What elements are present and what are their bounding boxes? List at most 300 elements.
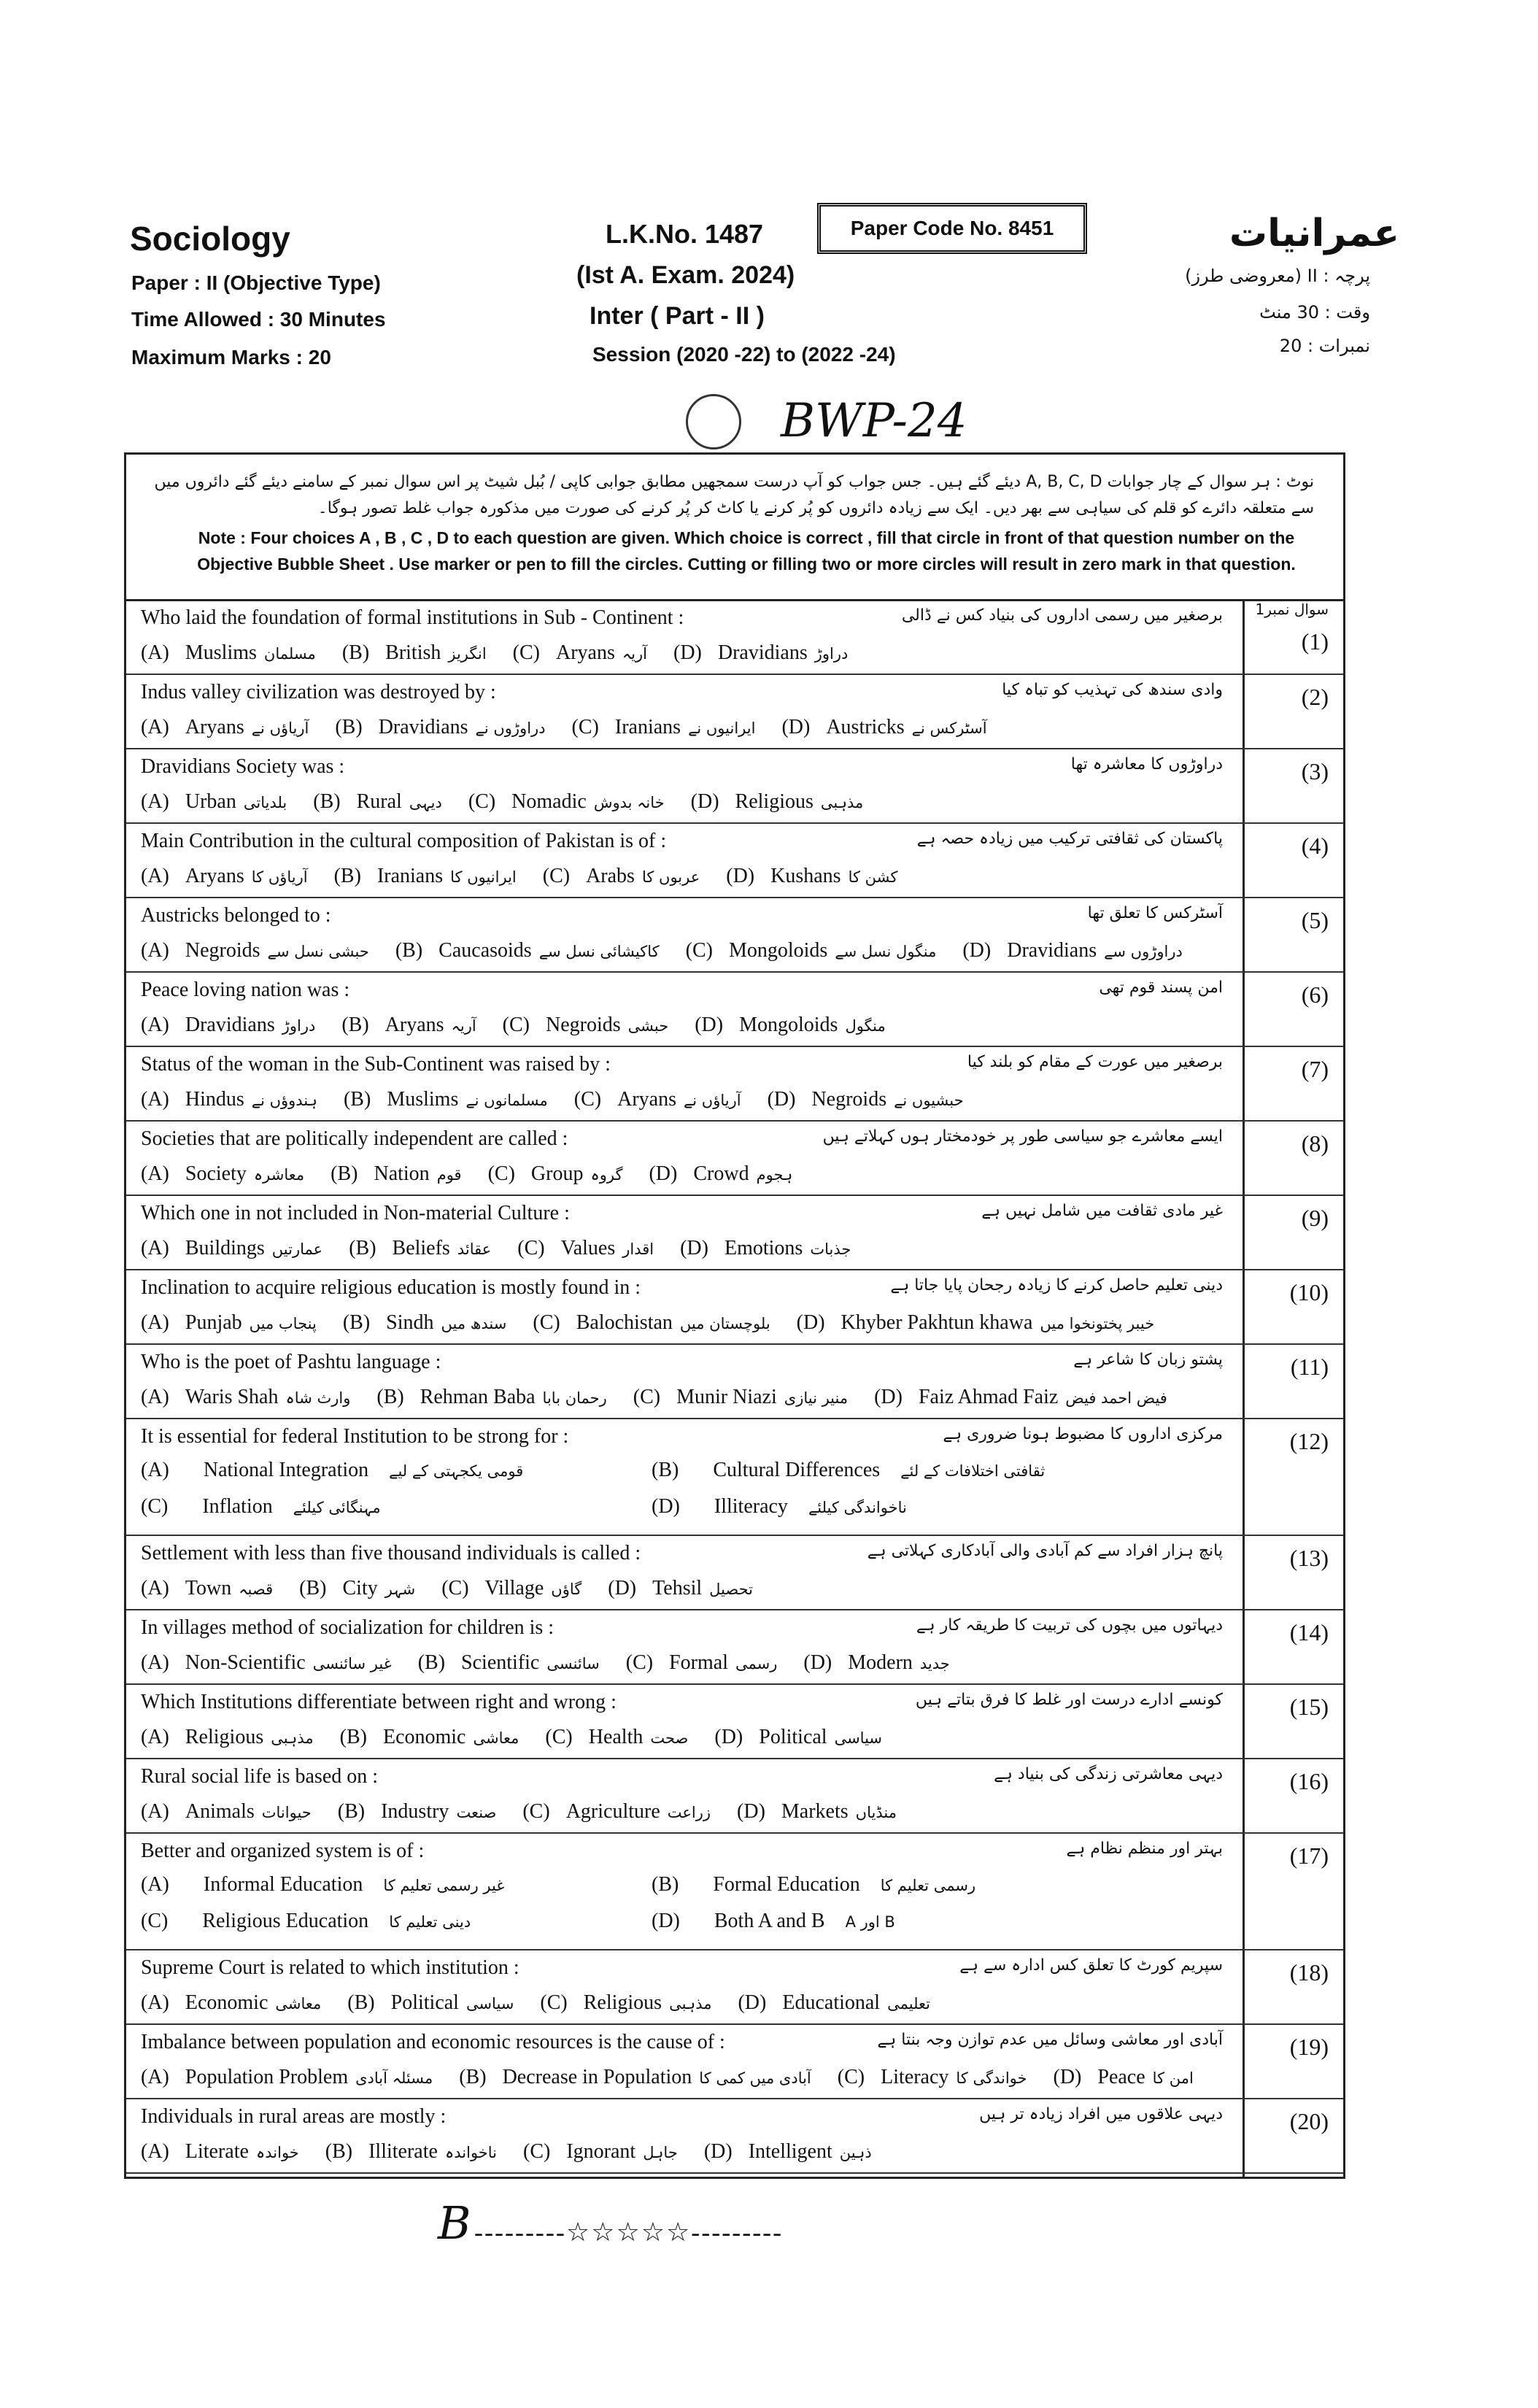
question-text-urdu: پانچ ہزار افراد سے کم آبادی والی آبادکاری کہلاتی ہے bbox=[867, 1542, 1223, 1560]
option bbox=[714, 1726, 908, 1748]
option-text-urdu: اقدار bbox=[622, 1240, 654, 1258]
option-text-urdu: کاکیشائی نسل سے bbox=[538, 943, 660, 960]
option bbox=[797, 1311, 1181, 1334]
option-letter: (D) bbox=[695, 1014, 724, 1036]
option-letter: (D) bbox=[767, 1088, 796, 1111]
option-letter: (D) bbox=[803, 1651, 832, 1674]
option-text-urdu: عقائد bbox=[457, 1240, 492, 1258]
option-text: Religious bbox=[185, 1726, 264, 1748]
option-text: Religious bbox=[583, 1991, 662, 2014]
option-text-urdu: عربوں کا bbox=[641, 868, 700, 886]
option bbox=[418, 1651, 626, 1674]
option-text-urdu: ناخواندہ bbox=[444, 2144, 498, 2161]
option-text-urdu: رحمان بابا bbox=[542, 1389, 607, 1407]
option-text-urdu: گروہ bbox=[590, 1166, 623, 1184]
option-text-urdu: آریہ bbox=[451, 1017, 476, 1035]
option-letter: (C) bbox=[633, 1386, 661, 1408]
question-number: (17) bbox=[1289, 1842, 1329, 1869]
option-text-urdu: قومی یکجہتی کے لیے bbox=[389, 1462, 524, 1480]
question-number: (19) bbox=[1289, 2034, 1329, 2060]
marks-label-urdu: نمبرات : 20 bbox=[1279, 336, 1370, 356]
option-text-urdu: پنجاب میں bbox=[249, 1315, 317, 1332]
question-row bbox=[126, 2023, 1343, 2099]
option-letter: (C) bbox=[512, 641, 540, 664]
option bbox=[838, 2066, 1054, 2088]
option-text: Faiz Ahmad Faiz bbox=[918, 1386, 1059, 1408]
paper-code: Paper Code No. 8451 bbox=[850, 217, 1054, 239]
option bbox=[141, 1800, 338, 1823]
option-letter: (A) bbox=[141, 1577, 169, 1599]
question-text: It is essential for federal Institution to be strong for : bbox=[141, 1425, 569, 1448]
option-letter: (A) bbox=[141, 1386, 169, 1408]
question-row bbox=[126, 1195, 1343, 1270]
options-line bbox=[141, 1726, 908, 1749]
option bbox=[141, 1088, 344, 1111]
option-text-urdu: ایرانیوں نے bbox=[688, 719, 756, 737]
options-line bbox=[141, 1386, 1194, 1409]
question-text: Austricks belonged to : bbox=[141, 904, 331, 927]
option-text: Nation bbox=[374, 1162, 430, 1185]
option bbox=[342, 641, 513, 664]
option-text: Caucasoids bbox=[438, 939, 532, 962]
option-text-urdu: ایرانیوں کا bbox=[450, 868, 517, 886]
option-text: Negroids bbox=[185, 939, 260, 962]
option-text: Political bbox=[759, 1726, 827, 1748]
option-letter: (B) bbox=[333, 865, 361, 887]
option-text-urdu: منگول bbox=[845, 1017, 886, 1035]
option-text-urdu: خیبر پختونخوا میں bbox=[1040, 1315, 1155, 1332]
option bbox=[349, 1237, 517, 1259]
subject-title: Sociology bbox=[130, 220, 290, 258]
option-text-urdu: سیاسی bbox=[834, 1729, 883, 1747]
option bbox=[781, 716, 1013, 738]
option-text: Dravidians bbox=[378, 716, 468, 738]
option-text: Inflation bbox=[202, 1495, 273, 1518]
option bbox=[513, 641, 673, 664]
option-text-urdu: حبشی bbox=[627, 1017, 669, 1035]
option-text-urdu: آریہ bbox=[622, 645, 647, 663]
option-text: Punjab bbox=[185, 1311, 242, 1334]
option-letter: (A) bbox=[141, 2066, 169, 2088]
option-text-urdu: معاشی bbox=[275, 1995, 322, 2013]
option bbox=[626, 1651, 804, 1674]
option bbox=[331, 1162, 487, 1185]
option-letter: (B) bbox=[339, 1726, 367, 1748]
option-letter: (B) bbox=[347, 1991, 375, 2014]
option-letter: (D) bbox=[738, 1991, 767, 2014]
options-line bbox=[141, 641, 874, 665]
option bbox=[141, 716, 335, 738]
option bbox=[874, 1386, 1194, 1408]
question-text-urdu: مرکزی اداروں کا مضبوط ہونا ضروری ہے bbox=[943, 1425, 1223, 1443]
option bbox=[649, 1162, 819, 1185]
option-text: Aryans bbox=[185, 865, 244, 887]
question-text-urdu: آبادی اور معاشی وسائل میں عدم توازن وجہ بنتا ہے bbox=[877, 2031, 1223, 2049]
signature: B bbox=[438, 2196, 471, 2250]
option-letter: (B) bbox=[337, 1800, 366, 1823]
option bbox=[141, 641, 342, 664]
option-text-urdu: مذہبی bbox=[271, 1729, 314, 1747]
option-text: Crowd bbox=[693, 1162, 749, 1185]
option bbox=[141, 1311, 343, 1334]
question-number: (8) bbox=[1301, 1130, 1329, 1157]
option bbox=[726, 865, 924, 887]
question-text-urdu: سپریم کورٹ کا تعلق کس ادارہ سے ہے bbox=[959, 1956, 1223, 1975]
question-number: (3) bbox=[1301, 758, 1329, 784]
question-text-urdu: دینی تعلیم حاصل کرنے کا زیادہ رجحان پایا جاتا ہے bbox=[890, 1276, 1223, 1294]
option-letter: (D) bbox=[680, 1237, 708, 1259]
option-letter: (A) bbox=[141, 641, 169, 664]
option-letter: (C) bbox=[517, 1237, 545, 1259]
question-number: (18) bbox=[1289, 1959, 1329, 1986]
question-text: Which Institutions differentiate between right and wrong : bbox=[141, 1691, 617, 1713]
option-letter: (C) bbox=[468, 790, 496, 813]
question-text: Supreme Court is related to which institution : bbox=[141, 1956, 519, 1979]
option-letter: (A) bbox=[141, 790, 169, 813]
question-row bbox=[126, 1683, 1343, 1759]
option-text: Values bbox=[560, 1237, 616, 1259]
option-letter: (C) bbox=[625, 1651, 654, 1674]
option-letter: (C) bbox=[487, 1162, 515, 1185]
option-text: Negroids bbox=[811, 1088, 887, 1111]
option-letter: (B) bbox=[349, 1237, 376, 1259]
option-letter: (B) bbox=[395, 939, 423, 962]
option bbox=[141, 939, 395, 962]
option-letter: (C) bbox=[502, 1014, 530, 1036]
option-text-urdu: جذبات bbox=[810, 1240, 851, 1258]
option-text: Dravidians bbox=[717, 641, 808, 664]
option-text: Non-Scientific bbox=[185, 1651, 306, 1674]
option bbox=[141, 2066, 459, 2088]
option-text: Emotions bbox=[724, 1237, 803, 1259]
option-text: Sindh bbox=[386, 1311, 434, 1334]
option-text: Austricks bbox=[826, 716, 905, 738]
option-text-urdu: مہنگائی کیلئے bbox=[293, 1499, 381, 1516]
option-text: Educational bbox=[782, 1991, 881, 2014]
question-row bbox=[126, 1418, 1343, 1536]
option-text: National Integration bbox=[203, 1459, 369, 1481]
question-number: (6) bbox=[1301, 981, 1329, 1008]
question-text-urdu: آسٹرکس کا تعلق تھا bbox=[1087, 904, 1223, 922]
question-text: Who laid the foundation of formal institutions in Sub - Continent : bbox=[141, 606, 684, 629]
option-text: Arabs bbox=[586, 865, 635, 887]
option-letter: (D) bbox=[874, 1386, 903, 1408]
option-letter: (A) bbox=[141, 1991, 169, 2014]
option bbox=[533, 1311, 796, 1334]
option-letter: (A) bbox=[141, 1459, 174, 1481]
question-text-urdu: ایسے معاشرے جو سیاسی طور پر خودمختار ہوں کہلاتے ہیں bbox=[822, 1127, 1223, 1146]
question-frame bbox=[124, 452, 1345, 2179]
option-text: Village bbox=[484, 1577, 544, 1599]
paper-label: Paper : II (Objective Type) bbox=[131, 271, 381, 294]
option-text-urdu: سیاسی bbox=[465, 1995, 514, 2013]
option-text-urdu: مذہبی bbox=[669, 1995, 712, 2013]
option bbox=[141, 790, 313, 813]
option-text-urdu: وارث شاہ bbox=[285, 1389, 351, 1407]
question-text: Main Contribution in the cultural composition of Pakistan is of : bbox=[141, 830, 667, 852]
option-text: Kushans bbox=[770, 865, 841, 887]
option-text: Formal bbox=[669, 1651, 728, 1674]
option-text: Religious bbox=[735, 790, 814, 813]
question-row bbox=[126, 1046, 1343, 1122]
option-text-urdu: خانہ بدوش bbox=[593, 794, 665, 811]
option-letter: (D) bbox=[781, 716, 811, 738]
option-text: Decrease in Population bbox=[502, 2066, 692, 2088]
option-text-urdu: دیہی bbox=[409, 794, 442, 811]
option-letter: (C) bbox=[685, 939, 713, 962]
options-line bbox=[141, 790, 889, 814]
option bbox=[608, 1577, 779, 1599]
option-text: Illiterate bbox=[368, 2140, 438, 2163]
option-text: Health bbox=[588, 1726, 644, 1748]
option-letter: (C) bbox=[837, 2066, 865, 2088]
question-number: (15) bbox=[1289, 1694, 1329, 1720]
option-text-urdu: مسلمانوں نے bbox=[465, 1092, 548, 1109]
option-text: Balochistan bbox=[576, 1311, 673, 1334]
option-text-urdu: عمارتیں bbox=[271, 1240, 323, 1258]
question-number: (7) bbox=[1301, 1056, 1329, 1082]
option-text: Ignorant bbox=[566, 2140, 636, 2163]
option-text-urdu: غیر سائنسی bbox=[312, 1655, 392, 1672]
question-number: (5) bbox=[1301, 907, 1329, 933]
option bbox=[962, 939, 1208, 962]
option-letter: (B) bbox=[376, 1386, 404, 1408]
question-text: Which one in not included in Non-material Culture : bbox=[141, 1202, 570, 1224]
option bbox=[488, 1162, 649, 1185]
option-text: Economic bbox=[185, 1991, 268, 2014]
option-text-urdu: دراوڑوں سے bbox=[1104, 943, 1183, 960]
option-letter: (D) bbox=[652, 1910, 685, 1932]
option-text: Iranians bbox=[376, 865, 444, 887]
option-text-urdu: مسئلہ آبادی bbox=[355, 2069, 433, 2087]
option-text-urdu: مذہبی bbox=[820, 794, 864, 811]
option-text: Modern bbox=[848, 1651, 913, 1674]
option-letter: (D) bbox=[962, 939, 992, 962]
option-text-urdu: امن کا bbox=[1152, 2069, 1194, 2087]
option-letter: (B) bbox=[325, 2140, 353, 2163]
option-text-urdu: دینی تعلیم کا bbox=[389, 1913, 471, 1931]
option-text: Industry bbox=[381, 1800, 449, 1823]
option-letter: (C) bbox=[141, 1910, 174, 1932]
option-letter: (D) bbox=[608, 1577, 637, 1599]
option-letter: (D) bbox=[703, 2140, 733, 2163]
question-row bbox=[126, 1269, 1343, 1345]
option bbox=[503, 1014, 695, 1036]
option-text-urdu: A اور B bbox=[845, 1913, 895, 1931]
question-text-urdu: برصغیر میں رسمی اداروں کی بنیاد کس نے ڈالی bbox=[901, 606, 1223, 625]
options-line bbox=[141, 1237, 877, 1260]
option bbox=[141, 1991, 347, 2014]
option bbox=[768, 1088, 990, 1111]
option-text: Town bbox=[185, 1577, 232, 1599]
option-text-urdu: ہندوؤں نے bbox=[251, 1092, 317, 1109]
option bbox=[523, 2140, 704, 2163]
option bbox=[141, 1495, 381, 1518]
option bbox=[543, 865, 727, 887]
options-line bbox=[141, 1991, 957, 2015]
option-text: Aryans bbox=[384, 1014, 444, 1036]
subject-title-urdu: عمرانیات bbox=[1229, 212, 1399, 255]
option bbox=[540, 1991, 738, 2014]
option-text: Aryans bbox=[185, 716, 244, 738]
option bbox=[313, 790, 468, 813]
option-text: Agriculture bbox=[565, 1800, 660, 1823]
option-text-urdu: سائنسی bbox=[546, 1655, 600, 1672]
option bbox=[338, 1800, 523, 1823]
option-text-urdu: ثقافتی اختلافات کے لئے bbox=[900, 1462, 1046, 1480]
option-text-urdu: صحت bbox=[650, 1729, 689, 1747]
question-text-urdu: غیر مادی ثقافت میں شامل نہیں ہے bbox=[981, 1202, 1223, 1220]
option-letter: (D) bbox=[673, 641, 702, 664]
question-text: Dravidians Society was : bbox=[141, 755, 345, 778]
question-row bbox=[126, 1120, 1343, 1196]
option-text: Munir Niazi bbox=[676, 1386, 777, 1408]
option-text: Hindus bbox=[185, 1088, 244, 1111]
option bbox=[344, 1088, 574, 1111]
options-grid bbox=[141, 1873, 1221, 1946]
question-number: (10) bbox=[1289, 1279, 1329, 1305]
option bbox=[141, 1014, 341, 1036]
question-number: (1) bbox=[1301, 628, 1329, 655]
option-text: Urban bbox=[185, 790, 236, 813]
options-line bbox=[141, 2140, 898, 2164]
question-text-urdu: دراوڑوں کا معاشرہ تھا bbox=[1070, 755, 1223, 773]
option-text: Intelligent bbox=[748, 2140, 832, 2163]
option-letter: (D) bbox=[796, 1311, 825, 1334]
option-letter: (D) bbox=[714, 1726, 743, 1748]
options-line bbox=[141, 1651, 976, 1675]
option-text: Dravidians bbox=[185, 1014, 275, 1036]
option bbox=[686, 939, 963, 962]
option-letter: (C) bbox=[523, 2140, 551, 2163]
option bbox=[738, 1991, 957, 2014]
option-text: Khyber Pakhtun khawa bbox=[841, 1311, 1033, 1334]
option-letter: (B) bbox=[343, 1088, 371, 1111]
option bbox=[141, 1726, 340, 1748]
option-text: Aryans bbox=[556, 641, 615, 664]
option-letter: (B) bbox=[417, 1651, 446, 1674]
question-text-urdu: پشتو زبان کا شاعر ہے bbox=[1073, 1351, 1223, 1369]
options-grid bbox=[141, 1459, 1221, 1532]
option-letter: (D) bbox=[726, 865, 755, 887]
option-text-urdu: آریاؤں نے bbox=[251, 719, 309, 737]
question-text: Rural social life is based on : bbox=[141, 1765, 379, 1788]
option-text-urdu: رسمی تعلیم کا bbox=[880, 1877, 976, 1894]
option bbox=[141, 865, 334, 887]
question-row bbox=[126, 674, 1343, 749]
option-text-urdu: خواندہ bbox=[255, 2144, 299, 2161]
option bbox=[141, 1162, 331, 1185]
option-text: Waris Shah bbox=[185, 1386, 279, 1408]
paper-label-urdu: پرچہ : II (معروضی طرز) bbox=[1185, 266, 1370, 286]
options-line bbox=[141, 1311, 1180, 1335]
option-letter: (B) bbox=[341, 1014, 369, 1036]
question-text: Indus valley civilization was destroyed by : bbox=[141, 681, 496, 703]
option-text: Markets bbox=[781, 1800, 849, 1823]
question-row bbox=[126, 1949, 1343, 2025]
question-number: (2) bbox=[1301, 684, 1329, 710]
option-letter: (A) bbox=[141, 1311, 169, 1334]
option-letter: (D) bbox=[690, 790, 719, 813]
option-letter: (B) bbox=[313, 790, 341, 813]
option bbox=[341, 1014, 502, 1036]
option bbox=[574, 1088, 768, 1111]
option bbox=[652, 1873, 975, 1896]
question-text-urdu: بہتر اور منظم نظام ہے bbox=[1066, 1840, 1223, 1858]
option-text-urdu: منڈیاں bbox=[855, 1804, 897, 1821]
option-letter: (C) bbox=[573, 1088, 602, 1111]
option bbox=[704, 2140, 898, 2163]
option bbox=[299, 1577, 441, 1599]
option-letter: (B) bbox=[652, 1459, 684, 1481]
option-text: Peace bbox=[1097, 2066, 1145, 2088]
option-text-urdu: معاشی bbox=[473, 1729, 519, 1747]
question-number: (9) bbox=[1301, 1205, 1329, 1231]
option-text: Population Problem bbox=[185, 2066, 349, 2088]
question-number: (16) bbox=[1289, 1768, 1329, 1794]
options-line bbox=[141, 716, 1013, 739]
option-text-urdu: دراوڑ bbox=[814, 645, 849, 663]
option-letter: (C) bbox=[545, 1726, 573, 1748]
end-marker: ---------☆☆☆☆☆--------- bbox=[474, 2218, 784, 2247]
option bbox=[1054, 2066, 1220, 2088]
option bbox=[141, 1237, 349, 1259]
question-text: Better and organized system is of : bbox=[141, 1840, 425, 1862]
option-text-urdu: زراعت bbox=[667, 1804, 711, 1821]
question-number: (11) bbox=[1290, 1354, 1329, 1380]
option bbox=[141, 1577, 299, 1599]
session-label: Session (2020 -22) to (2022 -24) bbox=[592, 343, 896, 366]
option bbox=[517, 1237, 680, 1259]
question-text: In villages method of socialization for children is : bbox=[141, 1616, 554, 1639]
option-letter: (D) bbox=[737, 1800, 765, 1823]
option-letter: (A) bbox=[141, 1237, 169, 1259]
option-text-urdu: منیر نیازی bbox=[784, 1389, 849, 1407]
options-line bbox=[141, 2066, 1220, 2089]
option-letter: (B) bbox=[459, 2066, 487, 2088]
option-text-urdu: ناخواندگی کیلئے bbox=[808, 1499, 907, 1516]
option-text-urdu: قوم bbox=[436, 1166, 462, 1184]
options-line bbox=[141, 1162, 819, 1186]
option bbox=[691, 790, 890, 813]
option-text: British bbox=[385, 641, 441, 664]
question-row bbox=[126, 971, 1343, 1047]
option-text-urdu: شہر bbox=[384, 1581, 416, 1598]
question-text: Who is the poet of Pashtu language : bbox=[141, 1351, 441, 1373]
question-text: Settlement with less than five thousand individuals is called : bbox=[141, 1542, 641, 1564]
question-number: (14) bbox=[1289, 1619, 1329, 1645]
question-text-urdu: وادی سندھ کی تہذیب کو تباہ کیا bbox=[1002, 681, 1223, 699]
option-text: Aryans bbox=[617, 1088, 676, 1111]
option-text: Nomadic bbox=[511, 790, 587, 813]
option bbox=[141, 1651, 418, 1674]
option-text: Dravidians bbox=[1007, 939, 1097, 962]
option-letter: (A) bbox=[141, 1014, 169, 1036]
option-text-urdu: سندھ میں bbox=[441, 1315, 507, 1332]
option-text: Literacy bbox=[881, 2066, 949, 2088]
options-line bbox=[141, 939, 1209, 962]
question-text-urdu: امن پسند قوم تھی bbox=[1099, 979, 1223, 997]
note-english: Note : Four choices A , B , C , D to each question are given. Which choice is correct , fill that circle in front of that question number on the Objective Bubble Sheet . Use marker or pen to fill the circles. Cutting or filling two or more circles will result in zero mark in that question. bbox=[197, 528, 1296, 574]
question-text-urdu: دیہی معاشرتی زندگی کی بنیاد ہے bbox=[994, 1765, 1223, 1783]
option bbox=[572, 716, 782, 738]
option-text: Scientific bbox=[461, 1651, 540, 1674]
option-letter: (A) bbox=[141, 1726, 169, 1748]
option-letter: (A) bbox=[141, 1873, 174, 1896]
option-text: Iranians bbox=[614, 716, 681, 738]
option-letter: (C) bbox=[571, 716, 599, 738]
option bbox=[522, 1800, 737, 1823]
